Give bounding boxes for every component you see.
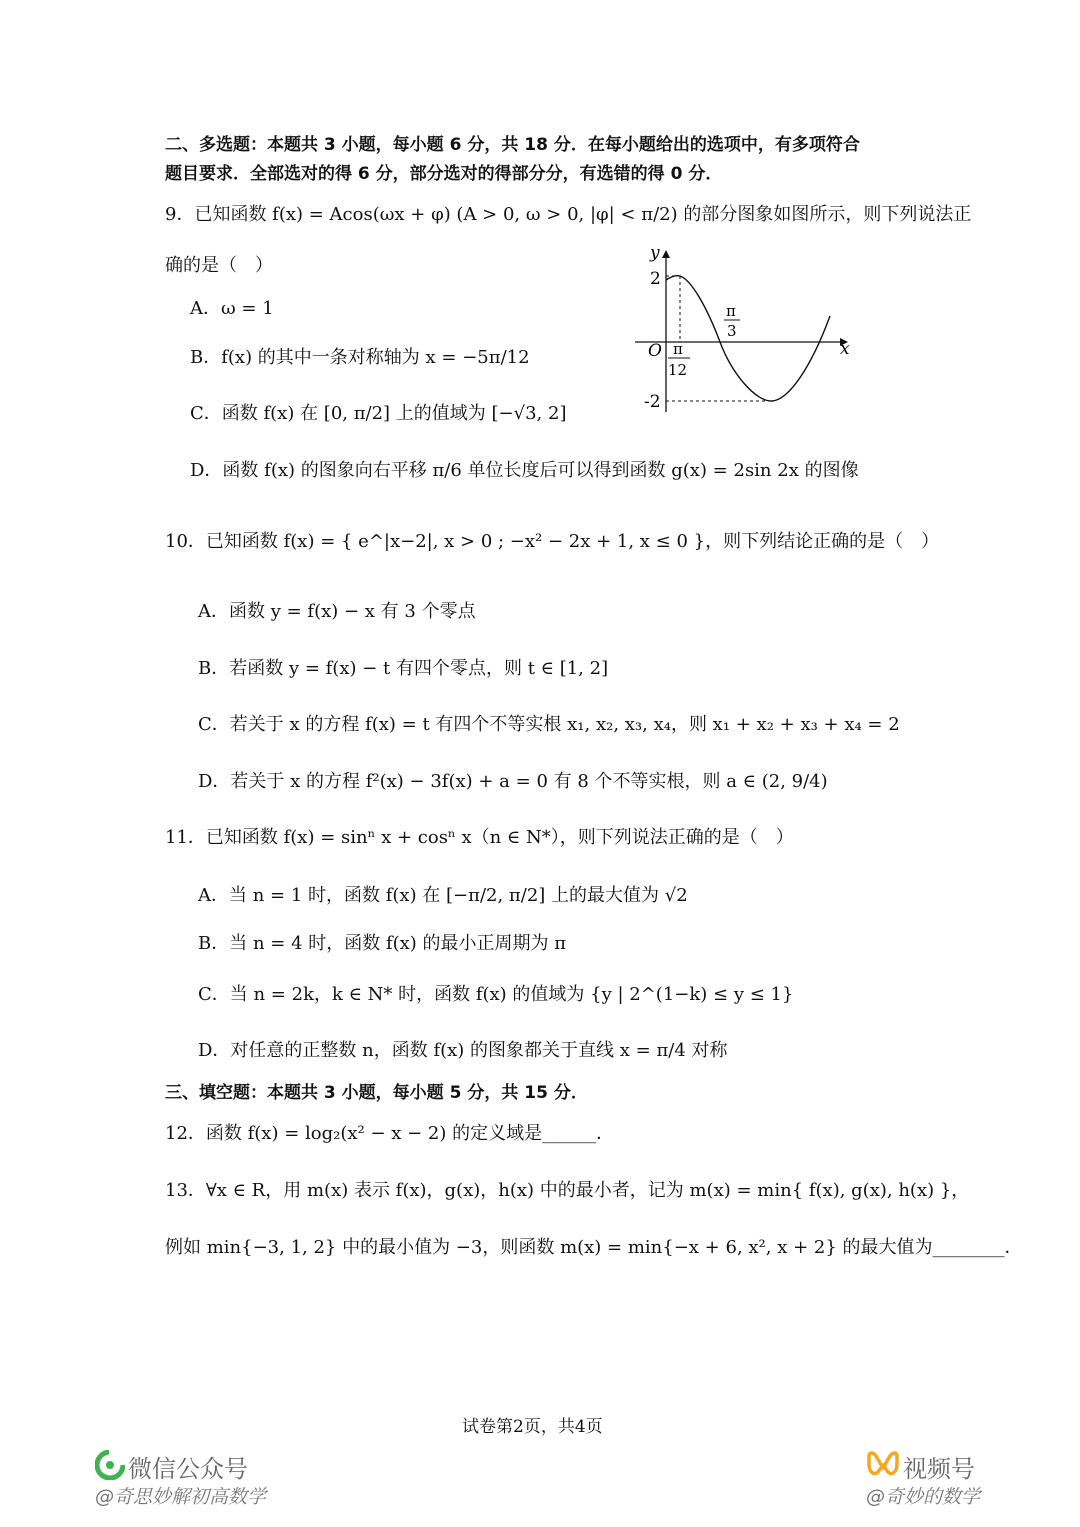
- x-axis-label: x: [840, 339, 850, 359]
- y-axis-label: y: [650, 243, 660, 263]
- q10-stem: 10．已知函数 f(x) = { e^|x−2|, x > 0 ; −x² − 2x + 1, x ≤ 0 }，则下列结论正确的是（ ）: [165, 531, 940, 552]
- q11-option-c: C．当 n = 2k，k ∈ N* 时，函数 f(x) 的值域为 {y | 2^(1−k) ≤ y ≤ 1}: [198, 984, 794, 1005]
- section3-heading: 三、填空题：本题共 3 小题，每小题 5 分，共 15 分．: [165, 1083, 588, 1103]
- q12-stem: 12．函数 f(x) = log₂(x² − x − 2) 的定义域是______．: [165, 1123, 615, 1144]
- q10-option-a: A．函数 y = f(x) − x 有 3 个零点: [198, 601, 476, 622]
- q9-option-a: A．ω = 1: [190, 298, 274, 319]
- q11-stem: 11．已知函数 f(x) = sinⁿ x + cosⁿ x（n ∈ N*），则下列说法正确的是（ ）: [165, 827, 794, 848]
- q11-option-a: A．当 n = 1 时，函数 f(x) 在 [−π/2, π/2] 上的最大值为 √2: [198, 885, 688, 906]
- q11-option-d: D．对任意的正整数 n，函数 f(x) 的图象都关于直线 x = π/4 对称: [198, 1040, 728, 1061]
- tick-pi12-denominator: 12: [668, 361, 688, 379]
- q13-line1: 13．∀x ∈ R，用 m(x) 表示 f(x)，g(x)，h(x) 中的最小者，记为 m(x) = min{ f(x), g(x), h(x) }，: [165, 1180, 970, 1201]
- page-footer: 试卷第2页，共4页: [462, 1417, 603, 1437]
- q10-option-b: B．若函数 y = f(x) − t 有四个零点，则 t ∈ [1, 2]: [198, 658, 609, 679]
- tick-pi3-numerator: π: [726, 302, 736, 320]
- q9-graph: [630, 240, 860, 420]
- channels-handle: @奇妙的数学: [866, 1486, 981, 1508]
- channels-logo-icon: [866, 1450, 900, 1480]
- min-value-label: -2: [644, 392, 661, 412]
- wechat-brand-label: 微信公众号: [128, 1455, 248, 1483]
- q9-option-c: C．函数 f(x) 在 [0, π/2] 上的值域为 [−√3, 2]: [190, 403, 567, 424]
- section2-heading-line1: 二、多选题：本题共 3 小题，每小题 6 分，共 18 分．在每小题给出的选项中，有多项符合: [165, 135, 860, 155]
- q9-stem-line2: 确的是（ ）: [165, 255, 273, 276]
- tick-pi12-numerator: π: [673, 340, 683, 358]
- wechat-handle: @奇思妙解初高数学: [95, 1486, 267, 1508]
- tick-pi3-denominator: 3: [727, 322, 737, 340]
- q10-option-c: C．若关于 x 的方程 f(x) = t 有四个不等实根 x₁, x₂, x₃, x₄，则 x₁ + x₂ + x₃ + x₄ = 2: [198, 714, 900, 735]
- cosine-curve: [666, 276, 830, 401]
- max-value-label: 2: [650, 269, 661, 289]
- wechat-logo-icon: [95, 1450, 125, 1480]
- q9-option-b: B．f(x) 的其中一条对称轴为 x = −5π/12: [190, 347, 530, 368]
- q9-option-d: D．函数 f(x) 的图象向右平移 π/6 单位长度后可以得到函数 g(x) = 2sin 2x 的图像: [190, 460, 859, 481]
- q13-line2: 例如 min{−3, 1, 2} 中的最小值为 −3，则函数 m(x) = min{−x + 6, x², x + 2} 的最大值为________．: [165, 1237, 1023, 1258]
- q11-option-b: B．当 n = 4 时，函数 f(x) 的最小正周期为 π: [198, 933, 567, 954]
- q10-option-d: D．若关于 x 的方程 f²(x) − 3f(x) + a = 0 有 8 个不等实根，则 a ∈ (2, 9/4): [198, 771, 828, 792]
- q9-stem-line1: 9．已知函数 f(x) = Acos(ωx + φ) (A > 0, ω > 0, |φ| < π/2) 的部分图象如图所示，则下列说法正: [165, 204, 972, 225]
- section2-heading-line2: 题目要求．全部选对的得 6 分，部分选对的得部分分，有选错的得 0 分．: [165, 164, 723, 184]
- origin-label: O: [648, 341, 662, 361]
- y-axis-arrow: [662, 250, 670, 258]
- channels-brand-label: 视频号: [903, 1455, 975, 1483]
